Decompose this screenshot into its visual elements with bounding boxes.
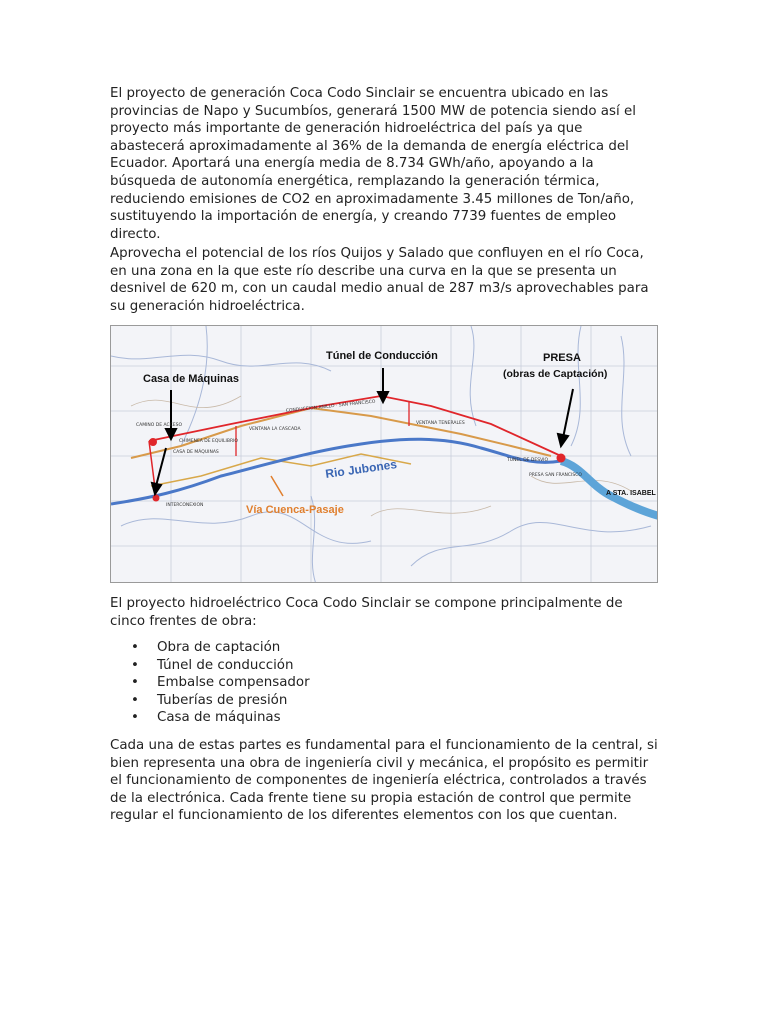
small-tunel-desvio: TUNEL DE DESVIO — [507, 458, 549, 463]
list-item: • Túnel de conducción — [110, 657, 310, 675]
small-interconexion: INTERCONEXION — [166, 503, 204, 508]
presa-sub-label: (obras de Captación) — [503, 368, 608, 380]
casa-maquinas-label: Casa de Máquinas — [143, 373, 239, 385]
components-list — [110, 639, 310, 727]
presa-label: PRESA — [543, 352, 581, 364]
small-casa: CASA DE MÁQUINAS — [173, 450, 219, 455]
small-chimenea: CHIMENEA DE EQUILIBRIO — [179, 439, 238, 444]
small-ventana-tenerales: VENTANA TENERALES — [416, 421, 465, 426]
list-item: • Casa de máquinas — [110, 709, 310, 727]
list-item: • Obra de captación — [110, 639, 310, 657]
components-intro: El proyecto hidroeléctrico Coca Codo Sinclair se compone principalmente de cinco frentes de obra: — [110, 596, 623, 629]
sta-isabel-label: A STA. ISABEL — [606, 490, 656, 497]
rivers-paragraph: Aprovecha el potencial de los ríos Quijos y Salado que confluyen en el río Coca, en una zona en la que este río describe una curva en la que se presenta un desnivel de 620 m, con un caudal medio anual de 287 m3/s aprovechables para su generación hidroeléctrica. — [110, 246, 649, 314]
tunel-label: Túnel de Conducción — [326, 350, 438, 362]
small-conduccion: CONDUCCION ANILLO · SAN FRANCISCO — [285, 399, 376, 414]
list-item: • Tuberías de presión — [110, 692, 310, 710]
intro-paragraph: El proyecto de generación Coca Codo Sinclair se encuentra ubicado en las provincias de Napo y Sucumbíos, generará 1500 MW de potencia siendo así el proyecto más importante de generación hidroeléctrica del país ya que abastecerá aproximadamente al 36% de la demanda de energía eléctrica del Ecuador. Aportará una energía media de 8.734 GWh/año, apoyando a la búsqueda de autonomía energética, remplazando la generación térmica, reduciendo emisiones de CO2 en aproximadamente 3.45 millones de Ton/año, sustituyendo la importación de energía, y creando 7739 fuentes de empleo directo. — [110, 86, 636, 242]
rio-jubones-label: Rio Jubones — [324, 457, 398, 481]
small-ventana-cascada: VENTANA LA CASCADA — [249, 427, 301, 432]
small-presa-sf: PRESA SAN FRANCISCO — [529, 473, 582, 478]
list-item: • Embalse compensador — [110, 674, 310, 692]
project-map — [110, 325, 658, 583]
via-cuenca-label: Vía Cuenca-Pasaje — [246, 504, 344, 516]
conclusion-paragraph: Cada una de estas partes es fundamental para el funcionamiento de la central, si bien representa una obra de ingeniería civil y mecánica, el propósito es permitir el funcionamiento de componentes de ingeniería eléctrica, controlados a través de la electrónica. Cada frente tiene su propia estación de control que permite regular el funcionamiento de los diferentes elementos con los que cuentan. — [110, 738, 658, 824]
small-camino: CAMINO DE ACCESO — [136, 423, 183, 428]
